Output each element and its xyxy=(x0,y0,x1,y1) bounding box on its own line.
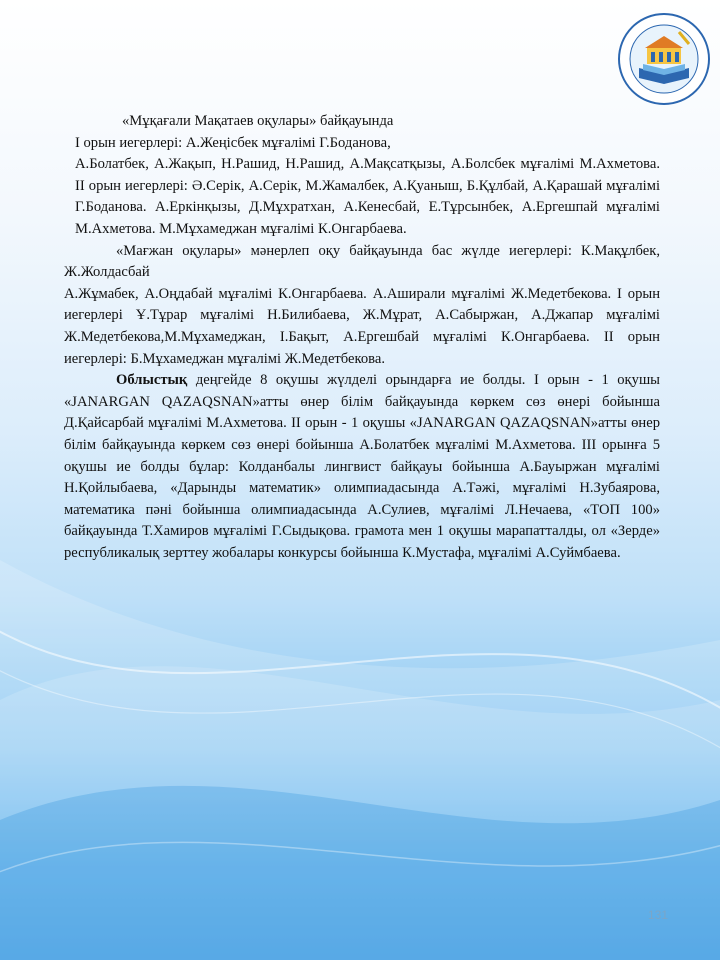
paragraph-3-body: деңгейде 8 оқушы жүлделі орындарға ие болды. І орын - 1 оқушы «JANARGAN QAZAQSNAN»атты өнер білім байқауында көркем сөз өнері бойынша Д.Қайсарбай мұғалімі М.Ахметова. ІІ орын - 1 оқушы «JANARGAN QAZAQSNAN»атты өнер білім байқауында көркем сөз өнері бойынша А.Болатбек мұғалімі М.Ахметова. ІІІ орынға 5 оқушы ие болды бұлар: Колданбалы лингвист байқауы бойынша А.Бауыржан мұғалімі Н.Қойлыбаева, «Дарынды математик» олимпиадасында А.Тәжі, мұғалімі Н.Зубаярова, математика пәні бойынша олимпиадасында А.Сулиев, мұғалімі Л.Нечаева, «ТОП 100» байқауында Т.Хамиров мұғалімі Г.Сыдықова. грамота мен 1 оқушы марапатталды, ол «Зерде» республикалық зерттеу жобалары конкурсы бойынша К.Мустафа, мұғалімі А.Суймбаева. xyxy=(64,372,660,561)
paragraph-3 xyxy=(64,370,660,564)
school-logo xyxy=(617,12,711,106)
paragraph-3-bold-lead: Облыстық xyxy=(116,372,188,389)
paragraph-1-line2: І орын иегерлері: А.Жеңісбек мұғалімі Г.Боданова, xyxy=(75,134,391,151)
paragraph-1-title: «Мұқағали Мақатаев оқулары» байқауында xyxy=(122,113,394,129)
paragraph-2-body: А.Жұмабек, А.Оңдабай мұғалімі К.Онгарбаева. А.Аширали мұғалімі Ж.Медетбекова. І орын иегерлері Ұ.Тұрар мұғалімі Н.Билибаева, Ж.Мұрат, А.Сабыржан, А.Джапар мұғалімі Ж.Медетбекова,М.Мұхамеджан, І.Бақыт, А.Ергешбай мұғалімі К.Онгарбаева. ІІ орын иегерлері: Б.Мұхамеджан мұғалімі Ж.Медетбекова. xyxy=(64,285,660,367)
paragraph-1-body: А.Болатбек, А.Жақып, Н.Рашид, Н.Рашид, А.Мақсатқызы, А.Болсбек мұғалімі М.Ахметова. ІІ орын иегерлері: Ә.Серік, А.Серік, М.Жамалбек, А.Қуаныш, Б.Құлбай, А.Қарашай мұғалімі Г.Боданова. А.Еркінқызы, Д.Мұхратхан, А.Кенесбай, Е.Тұрсынбек, А.Ергешпай мұғалімі М.Ахметова. М.Мұхамеджан мұғалімі К.Онгарбаева. xyxy=(75,156,660,237)
page-number: 131 xyxy=(648,908,669,922)
document-body xyxy=(64,111,660,564)
paragraph-2-head: «Мағжан оқулары» мәнерлеп оқу байқауында бас жүлде иегерлері: К.Мақұлбек, Ж.Жолдасбай xyxy=(64,242,660,281)
